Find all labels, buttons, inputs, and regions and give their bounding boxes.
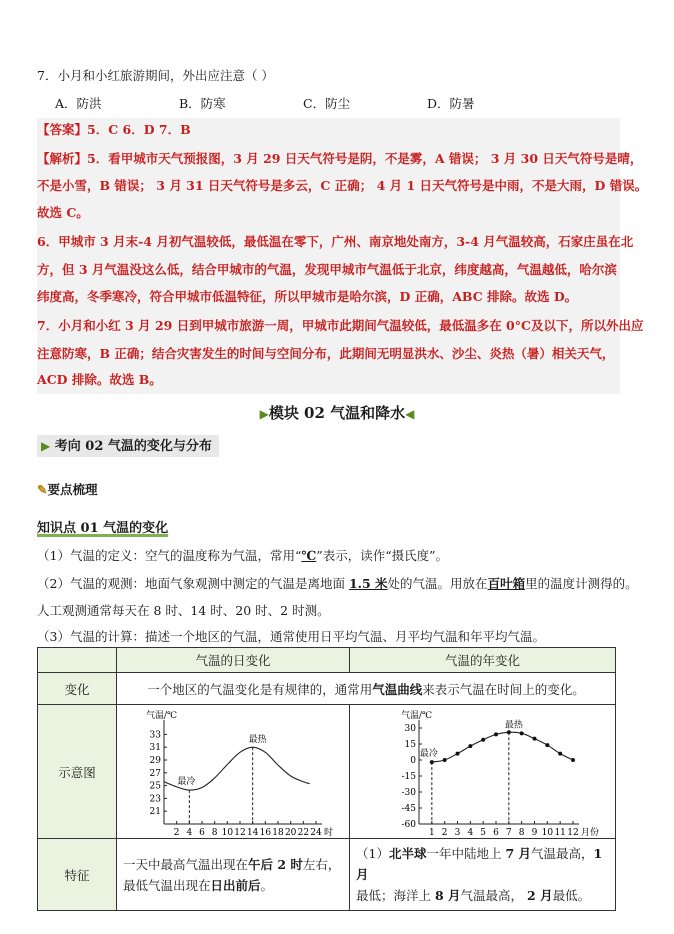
x-tick-label: 11 [553,827,566,836]
data-point [455,751,459,755]
key-points-label: 要点梳理 [47,482,98,497]
table-row-diagram [38,705,616,839]
table-row-feature [38,839,616,911]
daily-chart-cell [117,705,350,839]
header-yearly: 气温的年变化 [350,648,616,673]
y-axis-label: 气温/℃ [146,710,178,721]
data-point [494,732,498,736]
x-tick-label: 2 [173,827,180,836]
pen-icon: ✎ [37,482,48,497]
data-point [532,736,536,740]
text: 最低；海洋上 [356,888,435,903]
header-daily: 气温的日变化 [117,648,350,673]
knowledge-title-text: 知识点 01 气温的变化 [37,521,169,536]
louver-box: 百叶箱 [487,576,526,591]
daily-feature [117,839,350,911]
analysis-line: 纬度高，冬季寒冷，符合甲城市低温特征，所以甲城市是哈尔滨，D 正确，ABC 排除。故选 D。 [37,289,578,304]
y-tick-label: -15 [401,771,416,782]
y-axis-label: 气温/℃ [400,710,432,721]
triangle-right-icon: ▶ [259,407,269,421]
x-tick-label: 24 [310,827,322,836]
triangle-right-icon: ▶ [41,439,51,453]
data-point [442,758,446,762]
y-tick-label: 27 [149,768,161,779]
paragraph-observation [37,574,638,592]
text: 里的温度计测得的。 [525,576,638,591]
y-tick-label: 31 [149,742,161,753]
northern-hemisphere: 北半球 [388,846,427,861]
x-tick-label: 9 [531,827,537,836]
topic-heading [37,435,219,457]
row-label-feature: 特征 [38,839,117,911]
yearly-chart-cell [350,705,616,839]
around-sunrise: 日出前后 [210,877,261,893]
knowledge-point-title [37,517,168,536]
text: 左右， [302,856,341,872]
x-tick-label: 6 [199,827,205,836]
analysis-line: 不是小雪，B 错误； 3 月 31 日天气符号是多云，C 正确； 4 月 1 日天气符号是中雨，不是大雨，D 错误。 [37,178,648,193]
data-point [571,758,575,762]
y-tick-label: -30 [401,787,416,798]
x-tick-label: 12 [234,827,246,836]
option-b: B．防寒 [179,96,226,111]
annotation-label: 最冷 [419,748,438,759]
table-header-row [38,648,616,673]
data-point [545,743,549,747]
text: 一天中最高气温出现在 [123,856,249,872]
data-point [558,751,562,755]
text: 最低气温出现在 [123,877,211,893]
analysis-line: 7．小月和小红 3 月 29 日到甲城市旅游一周，甲城市此期间气温较低，最低温多在 0°C及以下，所以外出应 [37,318,644,333]
text: 气温最高， [531,846,594,861]
y-tick-label: 15 [404,739,416,750]
analysis-line: 6．甲城市 3 月末-4 月初气温较低，最低温在零下，广州、南京地处南方，3-4 月气温较高，石家庄虽在北 [37,234,634,249]
text: （1）气温的定义：空气的温度称为气温，常用“ [37,548,302,563]
paragraph-calculation: （3）气温的计算：描述一个地区的气温，通常使用日平均气温、月平均气温和年平均气温。 [37,629,545,644]
table-row-change [38,673,616,705]
annotation-label: 最热 [504,719,523,730]
x-tick-label: 10 [541,827,553,836]
x-tick-label: 4 [186,827,193,836]
text: ”表示，读作“摄氏度”。 [316,548,449,563]
daily-temperature-chart [120,708,346,836]
x-tick-label: 12 [566,827,579,836]
y-tick-label: 23 [149,793,161,804]
paragraph-definition [37,546,448,564]
temp-curve-term: 气温曲线 [372,681,423,697]
y-tick-label: -60 [401,819,416,830]
height-value: 1.5 米 [348,576,388,591]
x-tick-label: 14 [246,827,259,836]
x-tick-label: 20 [284,827,297,836]
analysis-line: ACD 排除。故选 B。 [37,372,162,387]
x-tick-label: 7 [505,827,512,836]
celsius-unit: ℃ [301,548,317,563]
x-tick-label: 5 [479,827,486,836]
annotation-label: 最热 [248,734,267,745]
yearly-feature [350,839,616,911]
data-point [468,744,472,748]
text: 一个地区的气温变化是有规律的，通常用 [147,681,373,697]
question-7-stem: 7．小月和小红旅游期间，外出应注意（ ） [37,68,274,83]
text: 来表示气温在时间上的变化。 [422,681,585,697]
february: 2 月 [527,888,553,903]
temperature-curve [431,732,572,762]
august: 8 月 [434,888,461,903]
january: 1 月 [356,846,603,882]
x-tick-label: 8 [211,827,218,836]
analysis-line: 注意防寒，B 正确；结合灾害发生的时间与空间分布，此期间无明显洪水、沙尘、炎热（暑）相关天气， [37,346,615,361]
text: （1） [356,846,389,861]
x-axis-label: 时 [324,827,334,836]
x-tick-label: 18 [272,827,284,836]
x-tick-label: 2 [441,827,448,836]
question-7-options [55,94,575,112]
data-point [481,737,485,741]
y-tick-label: -45 [401,803,416,814]
x-tick-label: 1 [428,827,435,836]
change-description [117,673,616,705]
afternoon-2pm: 午后 2 时 [248,856,303,872]
y-tick-label: 33 [149,729,161,740]
annotation-label: 最冷 [177,776,196,787]
yearly-temperature-chart [367,708,599,836]
july: 7 月 [505,846,532,861]
option-a: A．防洪 [55,96,102,111]
y-tick-label: 29 [149,755,161,766]
key-points-heading [37,480,98,498]
x-tick-label: 10 [221,827,234,836]
text: （2）气温的观测：地面气象观测中测定的气温是离地面 [37,576,349,591]
row-label-diagram: 示意图 [38,705,117,839]
y-tick-label: 0 [409,755,416,766]
analysis-line: 方，但 3 月气温没这么低，结合甲城市的气温，发现甲城市气温低于北京，纬度越高，气温越低，哈尔滨 [37,262,617,277]
triangle-left-icon: ◀ [405,407,415,421]
y-tick-label: 25 [149,781,161,792]
x-tick-label: 6 [492,827,499,836]
analysis-line: 【解析】5．看甲城市天气预报图，3 月 29 日天气符号是阴，不是雾，A 错误； 3 月 30 日天气符号是晴， [37,151,643,166]
analysis-line: 故选 C。 [37,205,89,220]
x-tick-label: 22 [297,827,310,836]
topic-title: 考向 02 气温的变化与分布 [54,439,212,454]
module-title-text: 模块 02 气温和降水 [268,404,406,422]
row-label-change: 变化 [38,673,117,705]
x-tick-label: 4 [466,827,473,836]
x-tick-label: 16 [259,827,272,836]
x-axis-label: 月份 [580,827,599,836]
text: 气温最高， [460,888,528,903]
paragraph-times: 人工观测通常每天在 8 时、14 时、20 时、2 时测。 [37,603,330,618]
text: 处的气温。用放在 [387,576,488,591]
data-point [519,731,523,735]
x-tick-label: 3 [454,827,460,836]
y-tick-label: 21 [149,806,161,817]
option-d: D．防暑 [427,96,475,111]
header-empty [38,648,117,673]
text: 。 [260,877,274,893]
y-tick-label: 30 [404,723,416,734]
answer-line: 【答案】5．C 6．D 7．B [37,122,191,137]
temperature-table [37,647,616,911]
text: 最低。 [552,888,591,903]
option-c: C．防尘 [303,96,351,111]
x-tick-label: 8 [518,827,525,836]
text: 一年中陆地上 [426,846,506,861]
module-title [0,402,674,423]
